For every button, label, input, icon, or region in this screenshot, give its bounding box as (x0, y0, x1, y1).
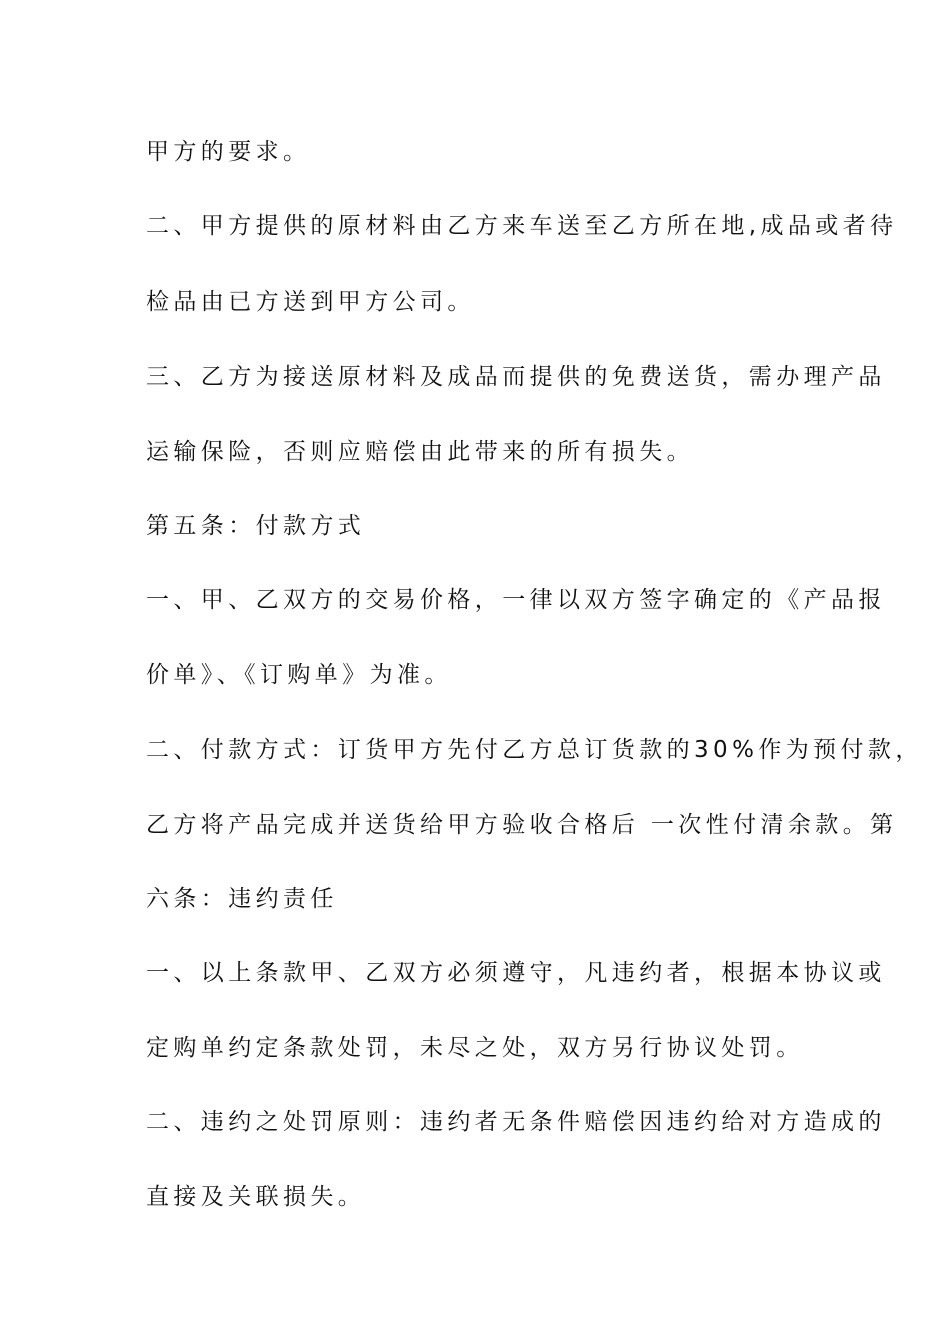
text-line: 检品由已方送到甲方公司。 (146, 289, 475, 315)
text-line: 甲方的要求。 (146, 139, 311, 165)
text-line: 直接及关联损失。 (146, 1184, 366, 1210)
text-line: 二、甲方提供的原材料由乙方来车送至乙方所在地,成品或者待 (146, 213, 898, 239)
text-line: 运输保险，否则应赔偿由此带来的所有损失。 (146, 439, 694, 465)
text-line: 一、甲、乙双方的交易价格，一律以双方签字确定的《产品报 (146, 587, 886, 613)
text-line: 二、违约之处罚原则：违约者无条件赔偿因违约给对方造成的 (146, 1109, 886, 1135)
text-line: 乙方将产品完成并送货给甲方验收合格后 一次性付清余款。第 (146, 812, 898, 838)
text-line: 价单》、《订购单》为准。 (146, 662, 452, 688)
text-line: 定购单约定条款处罚，未尽之处，双方另行协议处罚。 (146, 1035, 804, 1061)
text-line: 二、付款方式：订货甲方先付乙方总订货款的30%作为预付款， (146, 737, 923, 763)
text-line: 一、以上条款甲、乙双方必须遵守，凡违约者，根据本协议或 (146, 960, 886, 986)
section-heading: 第五条：付款方式 (146, 513, 366, 539)
text-line: 三、乙方为接送原材料及成品而提供的免费送货，需办理产品 (146, 364, 886, 390)
section-heading: 六条：违约责任 (146, 886, 338, 912)
